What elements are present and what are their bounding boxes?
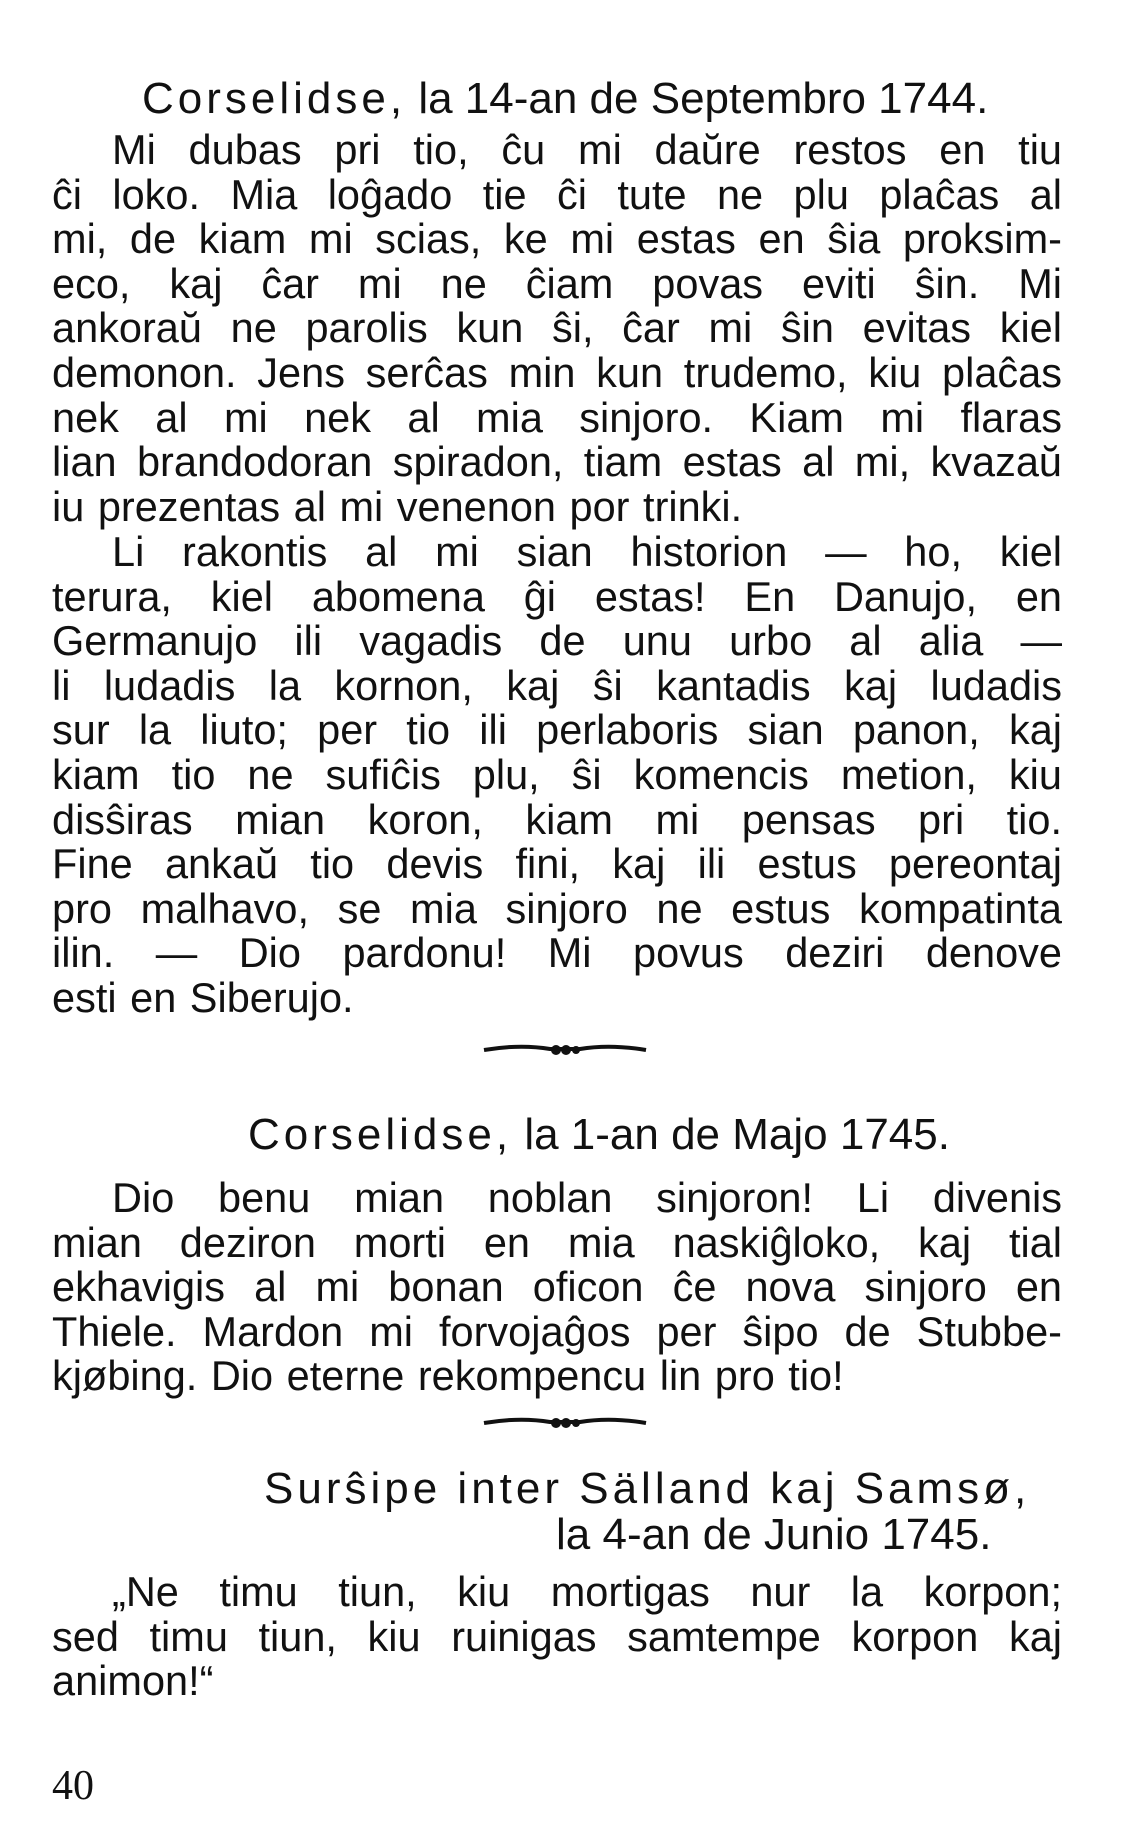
text-line: Li rakontis al mi sian historion — ho, kiel [112,528,1062,575]
paragraph [52,1570,1062,1704]
entry-place: Corselidse, [248,1110,513,1159]
text-line: ilin. — Dio pardonu! Mi povus deziri denove [52,929,1062,977]
paragraph [52,1176,1062,1399]
text-line: ekhavigis al mi bonan oficon ĉe nova sinjoro en [52,1263,1062,1311]
text-line: animon!“ [52,1657,214,1705]
text-line: eco, kaj ĉar mi ne ĉiam povas eviti ŝin. Mi [52,259,1062,307]
paragraph [52,128,1062,529]
entry-place: Surŝipe inter Sälland kaj Samsø, [264,1464,1031,1513]
text-line: „Ne timu tiun, kiu mortigas nur la korpon; [112,1568,1062,1615]
text-line: Thiele. Mardon mi forvojaĝos per ŝipo de Stubbe- [52,1307,1062,1355]
ornament-divider [480,1413,650,1433]
text-line: esti en Siberujo. [52,973,354,1021]
entry-date: la 4-an de Junio 1745. [556,1510,992,1559]
text-line: ĉi loko. Mia loĝado tie ĉi tute ne plu plaĉas al [52,170,1062,218]
text-line: kiam tio ne sufiĉis plu, ŝi komencis metion, kiu [52,750,1062,798]
text-line: Fine ankaŭ tio devis fini, kaj ili estus pereontaj [52,840,1062,888]
text-line: pro malhavo, se mia sinjoro ne estus kompatinta [52,884,1062,932]
entry-date: la 14-an de Septembro 1744. [418,74,989,123]
page-number: 40 [52,1763,94,1809]
text-line: nek al mi nek al mia sinjoro. Kiam mi flaras [52,393,1062,441]
text-line: sur la liuto; per tio ili perlaboris sian panon, kaj [52,706,1062,754]
text-line: mi, de kiam mi scias, ke mi estas en ŝia proksim- [52,215,1062,263]
text-line: Mi dubas pri tio, ĉu mi daŭre restos en tiu [112,126,1062,173]
text-line: ankoraŭ ne parolis kun ŝi, ĉar mi ŝin evitas kiel [52,304,1062,352]
entry-heading-date [556,1510,991,1560]
ornament-divider [480,1040,650,1060]
entry-heading [248,1110,950,1160]
text-line: iu prezentas al mi venenon por trinki. [52,482,743,530]
book-page [52,0,1072,1842]
text-line: mian deziron morti en mia naskiĝloko, kaj tial [52,1218,1062,1266]
text-line: disŝiras mian koron, kiam mi pensas pri tio. [52,795,1062,843]
entry-date: la 1-an de Majo 1745. [524,1110,950,1159]
text-line: sed timu tiun, kiu ruinigas samtempe korpon kaj [52,1612,1062,1660]
paragraph [52,530,1062,1021]
entry-heading [142,74,988,124]
text-line: kjøbing. Dio eterne rekompencu lin pro tio! [52,1352,844,1400]
entry-place: Corselidse, [142,74,407,123]
entry-heading-place [264,1464,1030,1514]
text-line: lian brandodoran spiradon, tiam estas al mi, kvazaŭ [52,438,1062,486]
text-line: demonon. Jens serĉas min kun trudemo, kiu plaĉas [52,348,1062,396]
text-line: terura, kiel abomena ĝi estas! En Danujo, en [52,572,1062,620]
text-line: Germanujo ili vagadis de unu urbo al alia — [52,617,1062,665]
text-line: Dio benu mian noblan sinjoron! Li divenis [112,1174,1062,1221]
text-line: li ludadis la kornon, kaj ŝi kantadis kaj ludadis [52,661,1062,709]
